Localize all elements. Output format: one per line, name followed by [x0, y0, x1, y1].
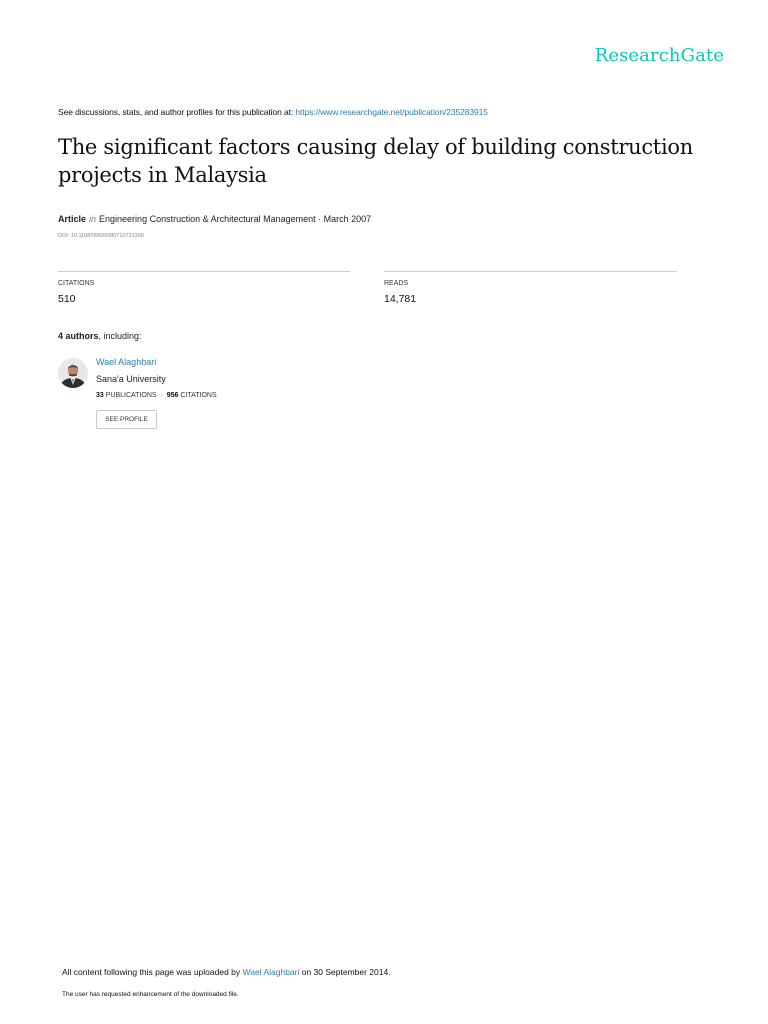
- footer-upload-suffix: on 30 September 2014.: [299, 967, 391, 977]
- discussion-text: See discussions, stats, and author profiles for this publication at:: [58, 107, 296, 117]
- author-publications-count: 33: [96, 392, 104, 399]
- citations-divider: [58, 271, 350, 272]
- footer-note: The user has requested enhancement of the downloaded file.: [62, 991, 239, 998]
- footer-upload-line: [62, 967, 391, 977]
- footer-upload-prefix: All content following this page was uploaded by: [62, 967, 243, 977]
- author-stats: [96, 392, 217, 399]
- reads-divider: [384, 271, 677, 272]
- author-institution: Sana'a University: [96, 374, 166, 384]
- citations-label: CITATIONS: [58, 280, 95, 287]
- avatar-photo-icon: [58, 358, 88, 388]
- publication-type: Article: [58, 214, 87, 224]
- author-citations-count: 956: [166, 392, 179, 399]
- author-citations-label: CITATIONS: [180, 392, 217, 399]
- author-publications-label: PUBLICATIONS: [105, 392, 157, 399]
- reads-value: 14,781: [384, 293, 417, 305]
- reads-label: READS: [384, 280, 409, 287]
- authors-count: 4 authors: [58, 331, 99, 341]
- discussion-line: [58, 107, 488, 117]
- citations-value: 510: [58, 293, 76, 305]
- authors-summary: [58, 331, 142, 341]
- see-profile-button[interactable]: SEE PROFILE: [96, 410, 157, 429]
- author-avatar[interactable]: [58, 358, 88, 388]
- authors-suffix: , including:: [98, 331, 142, 341]
- publication-link[interactable]: https://www.researchgate.net/publication/235283915: [295, 107, 488, 117]
- footer-uploader-link[interactable]: Wael Alaghbari: [242, 967, 300, 977]
- stats-separator: ·: [158, 392, 165, 399]
- publication-meta: [58, 214, 371, 224]
- in-word: in: [89, 214, 97, 224]
- publication-venue: Engineering Construction & Architectural Management · March 2007: [99, 214, 372, 224]
- publication-title: The significant factors causing delay of building construction projects in Malaysia: [58, 135, 693, 187]
- researchgate-logo[interactable]: ResearchGate: [594, 45, 724, 66]
- author-name-link[interactable]: Wael Alaghbari: [96, 357, 157, 367]
- publication-doi: DOI: 10.1108/09699980710731308: [58, 233, 144, 239]
